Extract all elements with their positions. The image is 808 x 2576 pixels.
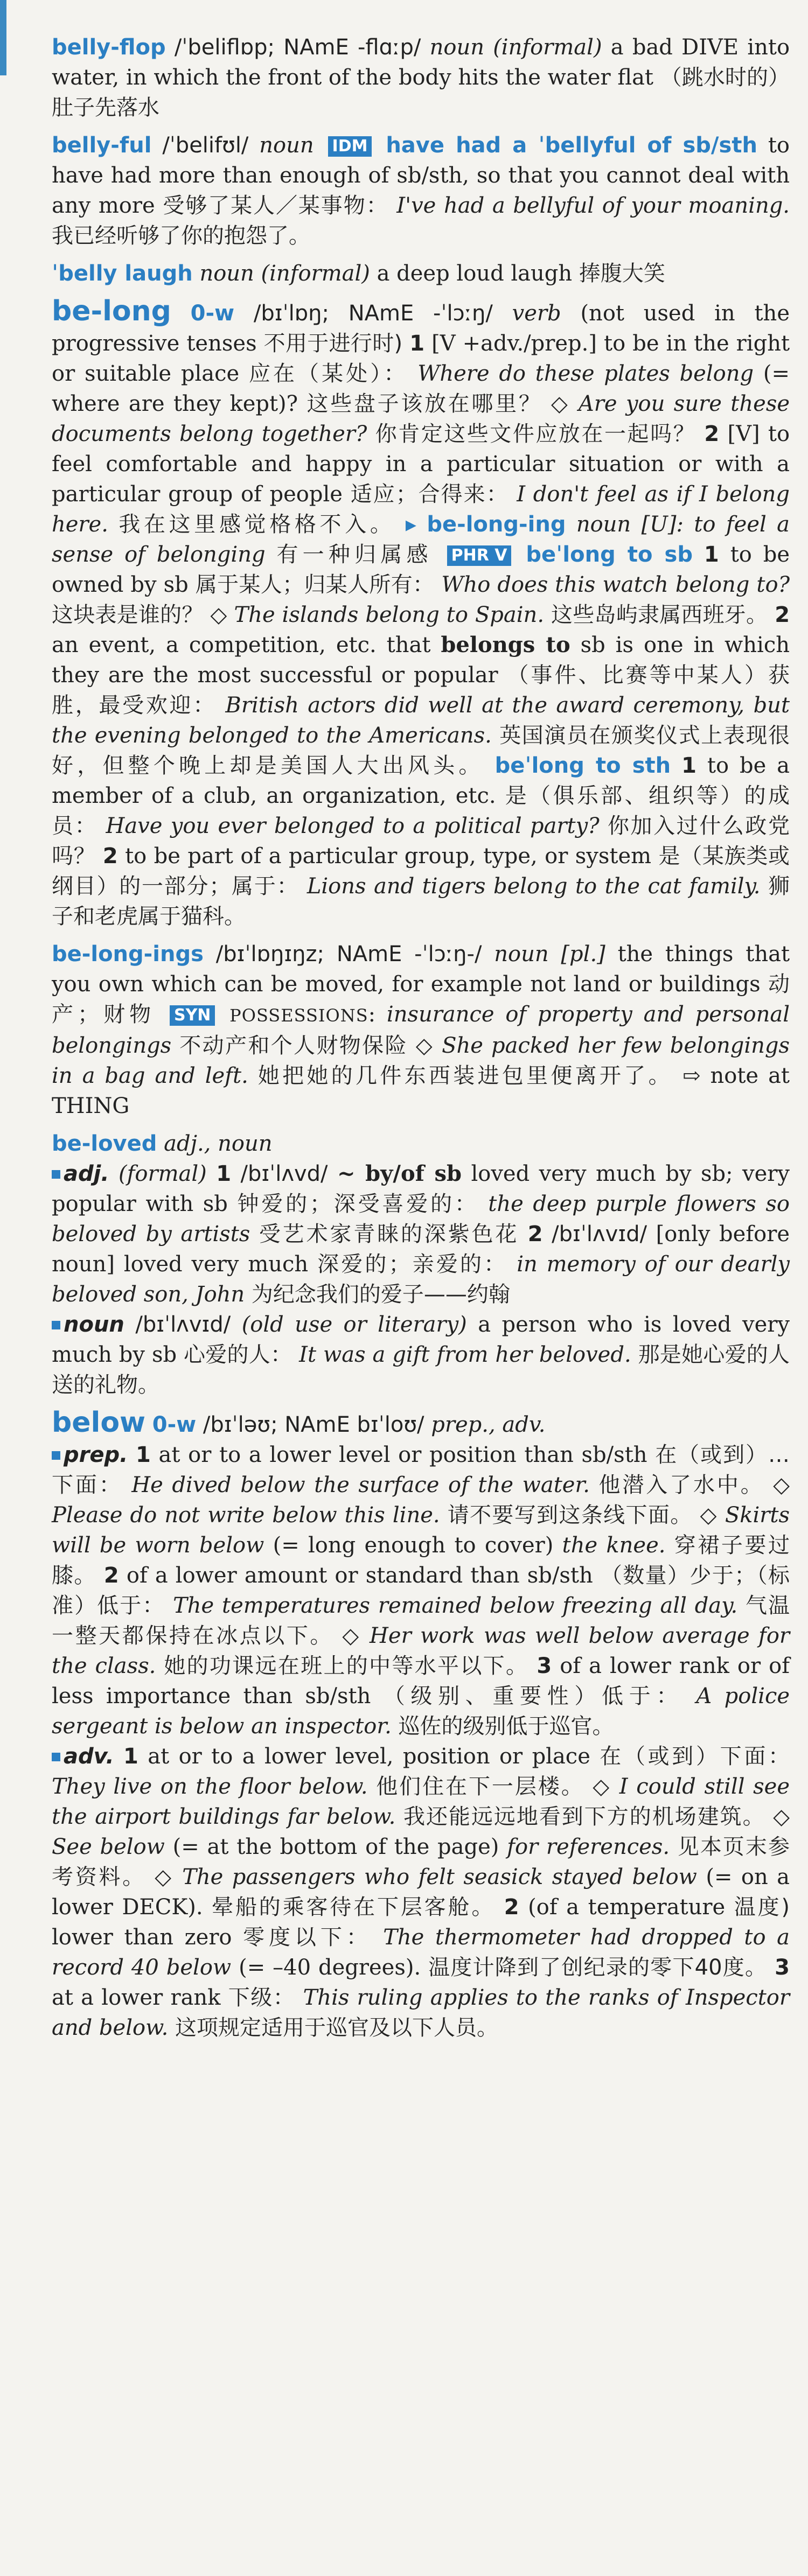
definition: (of a temperature bbox=[528, 1895, 726, 1920]
grammar-pattern: [V +adv./prep.] bbox=[431, 331, 597, 356]
translation: 属于某人；归某人所有： bbox=[195, 572, 435, 597]
example: It was a gift from her beloved. bbox=[299, 1342, 631, 1367]
pronunciation: /bɪˈlɒŋ; NAmE -ˈlɔːŋ/ bbox=[253, 301, 493, 326]
cross-reference: note at THING bbox=[52, 1063, 790, 1118]
example-translation: 我已经听够了你的抱怨了。 bbox=[52, 223, 310, 248]
example: A police sergeant is below an inspector. bbox=[52, 1684, 790, 1739]
example-translation: 这些盘子该放在哪里？ bbox=[307, 391, 542, 416]
headword: belly-ful bbox=[52, 133, 152, 158]
translation: 是（某族类或纲目）的一部分；属于： bbox=[52, 844, 790, 899]
entry-belly-flop bbox=[52, 32, 790, 123]
translation: 钟爱的；深受喜爱的： bbox=[237, 1192, 479, 1216]
key-icon: 0-w bbox=[190, 301, 235, 326]
part-of-speech: noun bbox=[259, 133, 314, 158]
definition: to be in the right or suitable place bbox=[52, 331, 790, 386]
example-translation: 她把她的几件东西装进包里便离开了。 bbox=[257, 1063, 673, 1088]
translation: 是（俱乐部、组织等）的成员： bbox=[52, 783, 790, 838]
translation: 在（或到）…下面： bbox=[52, 1443, 790, 1497]
example: I don't feel as if I belong here. bbox=[52, 482, 790, 537]
sense-number: 1 bbox=[703, 542, 719, 567]
sense-number: 1 bbox=[409, 331, 425, 356]
section-marker-icon bbox=[52, 1753, 60, 1761]
example-translation: 我在这里感觉格格不入。 bbox=[119, 512, 395, 537]
synonym-word: POSSESSIONS bbox=[229, 1005, 368, 1026]
example-gloss: (= at the bottom of the page) bbox=[172, 1835, 499, 1859]
entry-belong: be-long 0-w /bɪˈlɒŋ; NAmE -ˈlɔːŋ/ verb (not used in the progressive tenses 不用于进行时) 1 [V +adv./prep.] to be in the right or suitable place 应在（某处）： Where do these plates belong (= where are they kept)? 这些盘子该放在哪里？ ◇ Are you sure these documents belong together? 你肯定这些文件应放在一起吗？ 2 [V] to feel comfortable and happy in a particular situation or with a particular group of people 适应；合得来： I don't feel as if I belong here. 我在这里感觉格格不入。 ▸ be-long-ing noun [U]: to feel a sense of belonging 有一种归属感 PHR V beˈlong to sb 1 to be owned by sb 属于某人；归某人所有： Who does this watch belong to? 这块表是谁的？ ◇ The islands belong to Spain. 这些岛屿隶属西班牙。 2 an event, a competition, etc. that belongs to sb is one in which they are the most successful or popular （事件、比赛等中某人）获胜，最受欢迎： British actors did well at the award ceremony, but the evening belonged to the Americans. 英国演员在颁奖仪式上表现很好，但整个晚上却是美国人大出风头。 beˈlong to sth 1 to be a member of a club, an organization, etc. 是（俱乐部、组织等）的成员： Have you ever belonged to a political party? 你加入过什么政党吗？ 2 to be part of a particular group, type, or system 是（某族类或纲目）的一部分；属于： Lions and tigers belong to the cat family. 狮子和老虎属于猫科。 bbox=[52, 295, 790, 929]
translation: 捧腹大笑 bbox=[579, 261, 665, 286]
definition: of a lower amount or standard than sb/sth bbox=[126, 1563, 593, 1588]
example-translation: 温度计降到了创纪录的零下40度。 bbox=[428, 1955, 768, 1980]
definition: to have had more than enough of sb/sth, so that you cannot deal with any more bbox=[52, 133, 790, 218]
definition: at a lower rank bbox=[52, 1985, 221, 2010]
entry-belongings: be-long-ings /bɪˈlɒŋɪŋz; NAmE -ˈlɔːŋ-/ noun [pl.] the things that you own which can be moved, for example not land or buildings 动产；财物 SYN POSSESSIONS: insurance of property and personal belongings 不动产和个人财物保险 ◇ She packed her few belongings in a bag and left. 她把她的几件东西装进包里便离开了。 ⇨ note at THING bbox=[52, 942, 790, 1118]
example: Her work was well below average for the class. bbox=[52, 1623, 790, 1678]
entry-below: below 0-w /bɪˈləʊ; NAmE bɪˈloʊ/ prep., adv. prep. 1 at or to a lower level or position than sb/sth 在（或到）…下面： He dived below the surface of the water. 他潜入了水中。 ◇ Please do not write below this line. 请不要写到这条线下面。 ◇ Skirts will be worn below (= long enough to cover) the knee. 穿裙子要过膝。 2 of a lower amount or standard than sb/sth （数量）少于；（标准）低于： The temperatures remained below freezing all day. 气温一整天都保持在冰点以下。 ◇ Her work was well below average for the class. 她的功课远在班上的中等水平以下。 3 of a lower rank or of less importance than sb/sth （级别、重要性）低于： A police sergeant is below an inspector. 巡佐的级别低于巡官。 adv. 1 at or to a lower level, position or place 在（或到）下面： They live on the floor below. 他们住在下一层楼。 ◇ I could still see the airport buildings far below. 我还能远远地看到下方的机场建筑。 ◇ See below (= at the bottom of the page) for references. 见本页末参考资料。 ◇ The passengers who felt seasick stayed below (= on a lower DECK). 晕船的乘客待在下层客舱。 2 (of a temperature 温度) lower than zero 零度以下： The thermometer had dropped to a record 40 below (= –40 degrees). 温度计降到了创纪录的零下40度。 3 at a lower rank 下级： This ruling applies to the ranks of Inspector and below. 这项规定适用于巡官及以下人员。 bbox=[52, 1406, 790, 2040]
example-gloss: (= –40 degrees). bbox=[239, 1955, 421, 1980]
translation: （级别、重要性）低于： bbox=[383, 1684, 684, 1709]
register-label: (informal) bbox=[493, 35, 602, 60]
headword: ˈbelly laugh bbox=[52, 261, 193, 286]
sense-number: 1 bbox=[681, 753, 696, 778]
translation: （数量）少于；（标准）低于： bbox=[52, 1563, 790, 1618]
definition: to be a member of a club, an organization, etc. bbox=[52, 753, 790, 808]
headword: be-loved bbox=[52, 1131, 157, 1156]
example: British actors did well at the award ceremony, but the evening belonged to the Americans. bbox=[52, 693, 790, 748]
definition: at or to a lower level, position or place bbox=[148, 1744, 590, 1769]
example-translation: 狮子和老虎属于猫科。 bbox=[52, 874, 790, 929]
definition: of a lower rank or of less importance than sb/sth bbox=[52, 1654, 790, 1709]
definition: a deep loud laugh bbox=[377, 261, 573, 286]
example-translation: 这块表是谁的？ bbox=[52, 603, 204, 627]
example-translation: 这些岛屿隶属西班牙。 bbox=[551, 603, 768, 627]
derived-word: be-long-ing bbox=[427, 512, 566, 537]
example-translation: 请不要写到这条线下面。 bbox=[447, 1503, 693, 1528]
pronunciation: /bɪˈlʌvd/ bbox=[240, 1161, 328, 1186]
example: to feel a sense of belonging bbox=[52, 512, 790, 567]
example: See below bbox=[52, 1835, 165, 1859]
headword: be-long-ings bbox=[52, 942, 204, 967]
definition: to feel comfortable and happy in a particular situation or with a particular group of people bbox=[52, 422, 790, 507]
example-translation: 巡佐的级别低于巡官。 bbox=[398, 1714, 614, 1739]
entry-beloved bbox=[52, 1129, 790, 1400]
register-label: (informal) bbox=[261, 261, 370, 286]
idiom-badge: IDM bbox=[328, 136, 372, 157]
example: Lions and tigers belong to the cat family. bbox=[307, 874, 761, 899]
example: The temperatures remained below freezing all day. bbox=[173, 1593, 738, 1618]
example: She packed her few belongings in a bag and left. bbox=[52, 1033, 790, 1088]
example: Where do these plates belong bbox=[417, 361, 754, 386]
example-translation: 不动产和个人财物保险 bbox=[179, 1033, 408, 1058]
translation: （跳水时的）肚子先落水 bbox=[52, 65, 790, 120]
definition: an event, a competition, etc. that bbox=[52, 633, 431, 657]
register-label: (old use or literary) bbox=[241, 1312, 467, 1337]
example-gloss: (= long enough to cover) bbox=[273, 1533, 554, 1558]
grammar-pattern: [only before noun] bbox=[52, 1222, 790, 1277]
entry-belly-laugh bbox=[52, 258, 790, 289]
pronunciation: /bɪˈlɒŋɪŋz; NAmE -ˈlɔːŋ-/ bbox=[215, 942, 482, 967]
idiom-phrase: have had a ˈbellyful of sb/sth bbox=[386, 133, 757, 158]
register-label: (formal) bbox=[118, 1161, 207, 1186]
example: Have you ever belonged to a political party? bbox=[106, 814, 600, 838]
part-of-speech: adj., noun bbox=[164, 1131, 273, 1156]
example-translation: 那是她心爱的人送的礼物。 bbox=[52, 1342, 790, 1397]
sense-number: 2 bbox=[775, 603, 790, 627]
example-translation: 受艺术家青睐的深紫色花 bbox=[259, 1222, 519, 1247]
example-translation: 英国演员在颁奖仪式上表现很好，但整个晚上却是美国人大出风头。 bbox=[52, 723, 790, 778]
part-of-speech: noun bbox=[199, 261, 254, 286]
part-of-speech: verb bbox=[512, 301, 561, 326]
example: Who does this watch belong to? bbox=[441, 572, 790, 597]
example-translation: 为纪念我们的爱子——约翰 bbox=[251, 1282, 510, 1307]
sense-number: 2 bbox=[102, 844, 118, 869]
derived-part-of-speech: noun [U]: bbox=[576, 512, 684, 537]
translation: 深爱的；亲爱的： bbox=[317, 1252, 508, 1277]
example: The passengers who felt seasick stayed below bbox=[182, 1865, 697, 1889]
part-of-speech: noun bbox=[429, 35, 484, 60]
synonym-badge: SYN bbox=[170, 1005, 215, 1026]
translation: 心爱的人： bbox=[184, 1342, 292, 1367]
dictionary-column bbox=[52, 32, 790, 2050]
definition: lower than zero bbox=[52, 1925, 232, 1950]
example: The islands belong to Spain. bbox=[234, 603, 545, 627]
example: I could still see the airport buildings far below. bbox=[52, 1774, 790, 1829]
pronunciation: /bɪˈləʊ; NAmE bɪˈloʊ/ bbox=[203, 1412, 424, 1437]
example-translation: 有一种归属感 bbox=[276, 542, 433, 567]
example: the deep purple flowers so beloved by artists bbox=[52, 1192, 790, 1247]
pos-label: adj. bbox=[64, 1161, 109, 1186]
translation: 受够了某人／某事物： bbox=[163, 193, 389, 218]
example: Please do not write below this line. bbox=[52, 1503, 440, 1528]
translation: 下级： bbox=[228, 1985, 296, 2010]
example-translation: 他潜入了水中。 bbox=[598, 1473, 764, 1497]
pos-label: prep. bbox=[64, 1443, 128, 1467]
example-translation: 你肯定这些文件应放在一起吗？ bbox=[375, 422, 696, 446]
grammar-pattern: ~ by/of sb bbox=[337, 1161, 462, 1186]
definition: the things that you own which can be moved, for example not land or buildings bbox=[52, 942, 790, 997]
usage-note-translation: 不用于进行时) bbox=[263, 331, 403, 356]
part-of-speech: prep., adv. bbox=[431, 1412, 546, 1437]
example-translation: 气温一整天都保持在冰点以下。 bbox=[52, 1593, 790, 1648]
phrasal-verb: beˈlong to sth bbox=[494, 753, 671, 778]
example: I've had a bellyful of your moaning. bbox=[396, 193, 790, 218]
example-gloss: (= where are they kept)? bbox=[52, 361, 790, 416]
example: The thermometer had dropped to a record 40 below bbox=[52, 1925, 790, 1980]
headword: belly-flop bbox=[52, 35, 166, 60]
sense-number: 3 bbox=[775, 1955, 790, 1980]
example-translation: 他们住在下一层楼。 bbox=[376, 1774, 584, 1799]
usage-note: (not used in the progressive tenses bbox=[52, 301, 790, 356]
example: insurance of property and personal belongings bbox=[52, 1002, 790, 1058]
example-translation: 你加入过什么政党吗？ bbox=[52, 814, 790, 869]
example: They live on the floor below. bbox=[52, 1774, 368, 1799]
sense-number: 1 bbox=[216, 1161, 232, 1186]
example: the knee. bbox=[562, 1533, 666, 1558]
definition: a person who is loved very much by sb bbox=[52, 1312, 790, 1367]
translation: 应在（某处）： bbox=[248, 361, 408, 386]
headword: below bbox=[52, 1406, 146, 1439]
sense-number: 1 bbox=[136, 1443, 151, 1467]
definition: to be owned by sb bbox=[52, 542, 790, 597]
definition: to be part of a particular group, type, or system bbox=[125, 844, 652, 869]
translation: 在（或到）下面： bbox=[600, 1744, 790, 1769]
example: He dived below the surface of the water. bbox=[131, 1473, 590, 1497]
section-marker-icon bbox=[52, 1451, 60, 1460]
phrasal-verb: beˈlong to sb bbox=[526, 542, 693, 567]
sense-number: 2 bbox=[527, 1222, 543, 1247]
example: in memory of our dearly beloved son, John bbox=[52, 1252, 790, 1307]
translation: 动产；财物 bbox=[52, 972, 790, 1027]
example-translation: 这项规定适用于巡官及以下人员。 bbox=[175, 2015, 499, 2040]
entry-bellyful bbox=[52, 130, 790, 251]
example: for references. bbox=[507, 1835, 670, 1859]
sense-number: 3 bbox=[537, 1654, 552, 1678]
section-marker-icon bbox=[52, 1170, 60, 1179]
pronunciation: /ˈbelifʊl/ bbox=[162, 133, 249, 158]
example: Are you sure these documents belong together? bbox=[52, 391, 790, 446]
definition: loved very much by sb; very popular with sb bbox=[52, 1161, 790, 1216]
sense-number: 1 bbox=[123, 1744, 138, 1769]
definition: loved very much bbox=[123, 1252, 309, 1277]
pos-label: noun bbox=[64, 1312, 124, 1337]
sense-number: 2 bbox=[504, 1895, 519, 1920]
definition: a bad DIVE into water, in which the front of the body hits the water flat bbox=[52, 35, 790, 90]
grammar-pattern: [V] bbox=[727, 422, 760, 446]
example: This ruling applies to the ranks of Inspector and below. bbox=[52, 1985, 790, 2040]
pronunciation: /bɪˈlʌvɪd/ bbox=[135, 1312, 231, 1337]
translation: 零度以下： bbox=[243, 1925, 372, 1950]
translation: 适应；合得来： bbox=[350, 482, 509, 507]
example-translation: 见本页末参考资料。 bbox=[52, 1835, 790, 1889]
sense-number: 2 bbox=[704, 422, 720, 446]
key-icon: 0-w bbox=[152, 1412, 197, 1437]
translation: （事件、比赛等中某人）获胜，最受欢迎： bbox=[52, 663, 790, 718]
definition: at or to a lower level or position than sb/sth bbox=[158, 1443, 647, 1467]
definition: sb is one in which they are the most successful or popular bbox=[52, 633, 790, 688]
part-of-speech: noun [pl.] bbox=[494, 942, 605, 967]
definition-keyword: belongs to bbox=[441, 632, 570, 657]
phrasal-verb-badge: PHR V bbox=[447, 545, 512, 566]
section-marker-icon bbox=[52, 1321, 60, 1329]
pronunciation: /bɪˈlʌvɪd/ bbox=[552, 1222, 647, 1247]
example-translation: 晕船的乘客待在下层客舱。 bbox=[212, 1895, 496, 1920]
example-translation: 我还能远远地看到下方的机场建筑。 bbox=[403, 1804, 765, 1829]
thumb-index-marker bbox=[0, 0, 6, 75]
headword: be-long bbox=[52, 295, 171, 327]
example: Skirts will be worn below bbox=[52, 1503, 790, 1558]
pronunciation: /ˈbeliflɒp; NAmE -flɑːp/ bbox=[174, 35, 421, 60]
pos-label: adv. bbox=[64, 1744, 114, 1769]
translation: 温度) bbox=[734, 1895, 790, 1920]
example-gloss: (= on a lower DECK). bbox=[52, 1865, 790, 1920]
sense-number: 2 bbox=[103, 1563, 119, 1588]
example-translation: 她的功课远在班上的中等水平以下。 bbox=[164, 1654, 529, 1678]
example-translation: 穿裙子要过膝。 bbox=[52, 1533, 790, 1588]
